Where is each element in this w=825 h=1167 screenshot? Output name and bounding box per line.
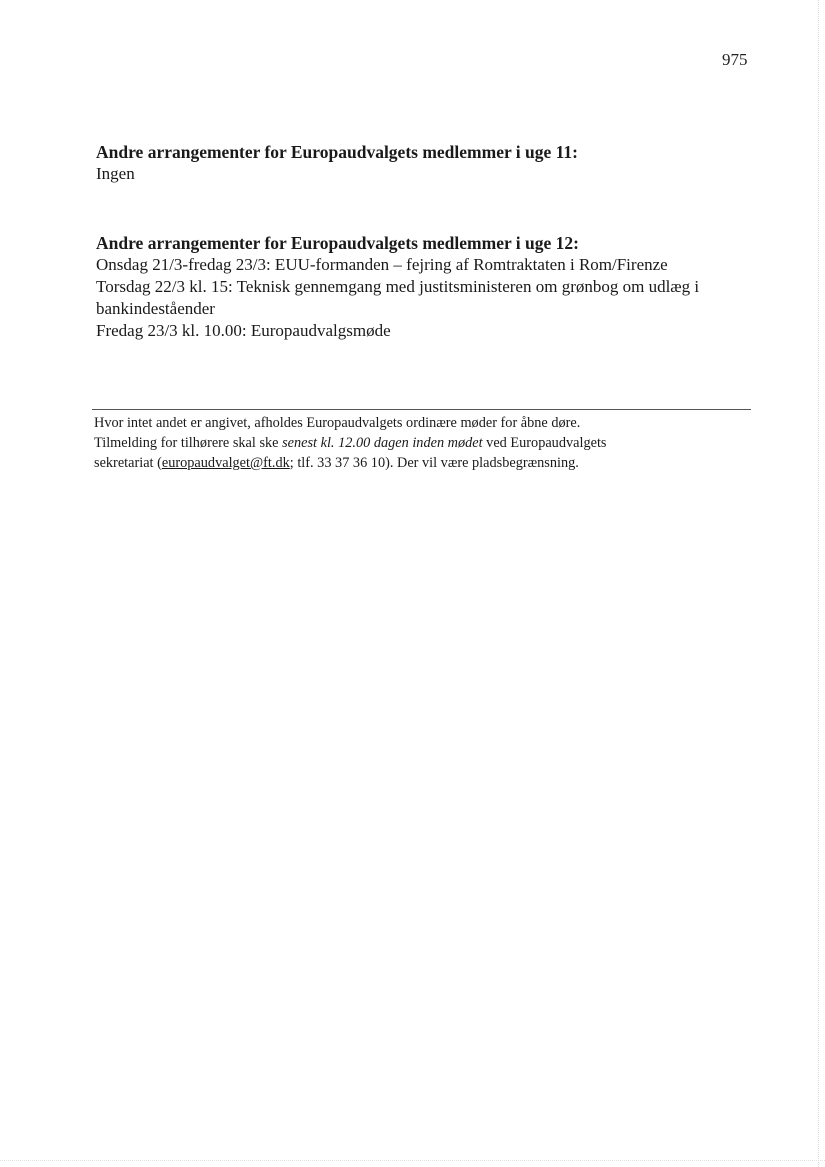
footnote-line: Hvor intet andet er angivet, afholdes Europaudvalgets ordinære møder for åbne døre.: [94, 415, 581, 431]
footnote-text: sekretariat (: [94, 455, 162, 471]
footnote-line: [94, 433, 754, 453]
footnote-text: Tilmelding for tilhørere skal ske: [94, 435, 283, 451]
footnote: [94, 413, 754, 473]
section-heading: Andre arrangementer for Europaudvalgets medlemmer i uge 11:: [96, 142, 579, 162]
section-line: Ingen: [96, 164, 135, 183]
page-number: 975: [722, 50, 748, 69]
section-line: Torsdag 22/3 kl. 15: Teknisk gennemgang med justitsministeren om grønbog om udlæg i bankindeståender: [96, 277, 700, 318]
footnote-line: [94, 453, 754, 473]
scan-edge-artifact: [818, 0, 819, 1167]
footnote-text: ; tlf. 33 37 36 10). Der vil være pladsbegrænsning.: [289, 455, 579, 471]
section-week-11: [96, 141, 776, 185]
email-link[interactable]: europaudvalget@ft.dk: [161, 455, 290, 471]
section-line: Fredag 23/3 kl. 10.00: Europaudvalgsmøde: [96, 321, 391, 340]
footnote-divider: [92, 409, 751, 410]
deadline-emphasis: senest kl. 12.00 dagen inden mødet: [282, 435, 483, 451]
scan-bottom-artifact: [0, 1160, 825, 1161]
footnote-text: ved Europaudvalgets: [482, 435, 607, 451]
section-line: Onsdag 21/3-fredag 23/3: EUU-formanden – fejring af Romtraktaten i Rom/Firenze: [96, 255, 668, 274]
section-week-12: [96, 232, 776, 342]
section-heading: Andre arrangementer for Europaudvalgets medlemmer i uge 12:: [96, 233, 579, 253]
